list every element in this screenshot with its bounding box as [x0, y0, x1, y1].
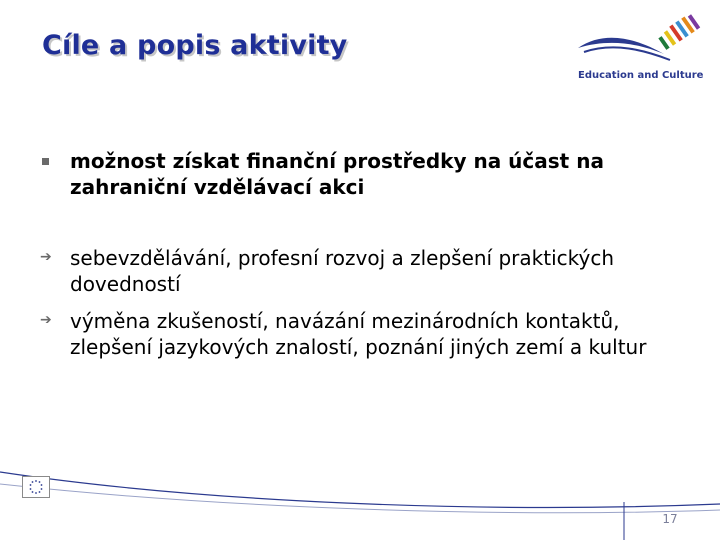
- eu-flag-icon: [22, 476, 50, 498]
- list-item-text: výměna zkušeností, navázání mezinárodních kontaktů, zlepšení jazykových znalostí, poznání jiných zemí a kultur: [70, 309, 647, 359]
- arrow-bullet-icon: ➔: [40, 249, 52, 265]
- education-culture-logo: [574, 8, 704, 80]
- logo-text: Education and Culture: [578, 70, 704, 81]
- logo-graphic-icon: [574, 8, 704, 68]
- list-item-text: sebevzdělávání, profesní rozvoj a zlepšení praktických dovedností: [70, 246, 614, 296]
- footer-decoration: [0, 462, 720, 540]
- page-number: 17: [662, 512, 678, 526]
- list-item-text: možnost získat finanční prostředky na účast na zahraniční vzdělávací akci: [70, 149, 604, 199]
- slide-title: Cíle a popis aktivity: [42, 30, 348, 61]
- square-bullet-icon: [42, 158, 49, 165]
- arrow-bullet-icon: ➔: [40, 312, 52, 328]
